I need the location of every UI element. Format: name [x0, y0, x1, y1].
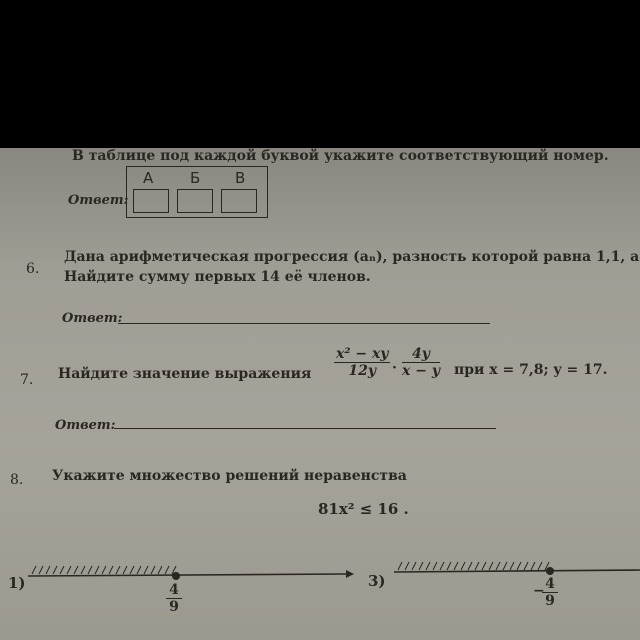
fraction-1-denominator: 12y: [348, 363, 377, 379]
fraction-1: [334, 346, 390, 379]
multiply-dot: ·: [392, 360, 397, 376]
task5-instruction: В таблице под каждой буквой укажите соответствующий номер.: [72, 148, 609, 164]
answer-cell-b[interactable]: [177, 189, 213, 213]
option-1-label: 1): [8, 574, 26, 592]
option-1-point: $\frac{4}{9}$: [166, 582, 182, 615]
task6-line1: Дана арифметическая прогрессия (aₙ), разность которой равна 1,1, a: [64, 249, 640, 265]
task6-number: 6.: [26, 261, 40, 277]
answer-table: [126, 166, 268, 218]
worksheet-page: [0, 148, 640, 640]
fraction-2-denominator: x − y: [402, 363, 440, 379]
task7-text: Найдите значение выражения: [58, 366, 312, 382]
task8-text: Укажите множество решений неравенства: [52, 468, 407, 484]
answer-cell-v[interactable]: [221, 189, 257, 213]
fraction-2-numerator: 4y: [402, 346, 440, 363]
column-v-header: В: [235, 169, 246, 187]
answer-cell-a[interactable]: [133, 189, 169, 213]
column-b-header: Б: [190, 169, 201, 187]
task6-line2: Найдите сумму первых 14 её членов.: [64, 269, 371, 285]
option-3-point: $\frac{4}{9}$: [542, 576, 558, 609]
number-line-option-3[interactable]: [394, 554, 640, 594]
task7-number: 7.: [20, 372, 34, 388]
task8-inequality: 81x² ≤ 16 .: [318, 500, 409, 518]
fraction-2: [402, 346, 440, 379]
task7-answer-label: Ответ:: [55, 418, 116, 433]
option-3-label: 3): [368, 572, 386, 590]
option-3-minus: −: [533, 583, 545, 599]
task5-answer-label: Ответ:: [68, 193, 129, 208]
task7-condition: при x = 7,8; y = 17.: [454, 362, 608, 378]
task8-number: 8.: [10, 472, 24, 488]
column-a-header: А: [143, 169, 154, 187]
number-line-option-1[interactable]: [28, 556, 358, 628]
task6-answer-label: Ответ:: [62, 311, 123, 326]
fraction-1-numerator: x² − xy: [336, 346, 389, 362]
task6-answer-line[interactable]: [118, 323, 490, 324]
task7-answer-line[interactable]: [114, 428, 496, 429]
